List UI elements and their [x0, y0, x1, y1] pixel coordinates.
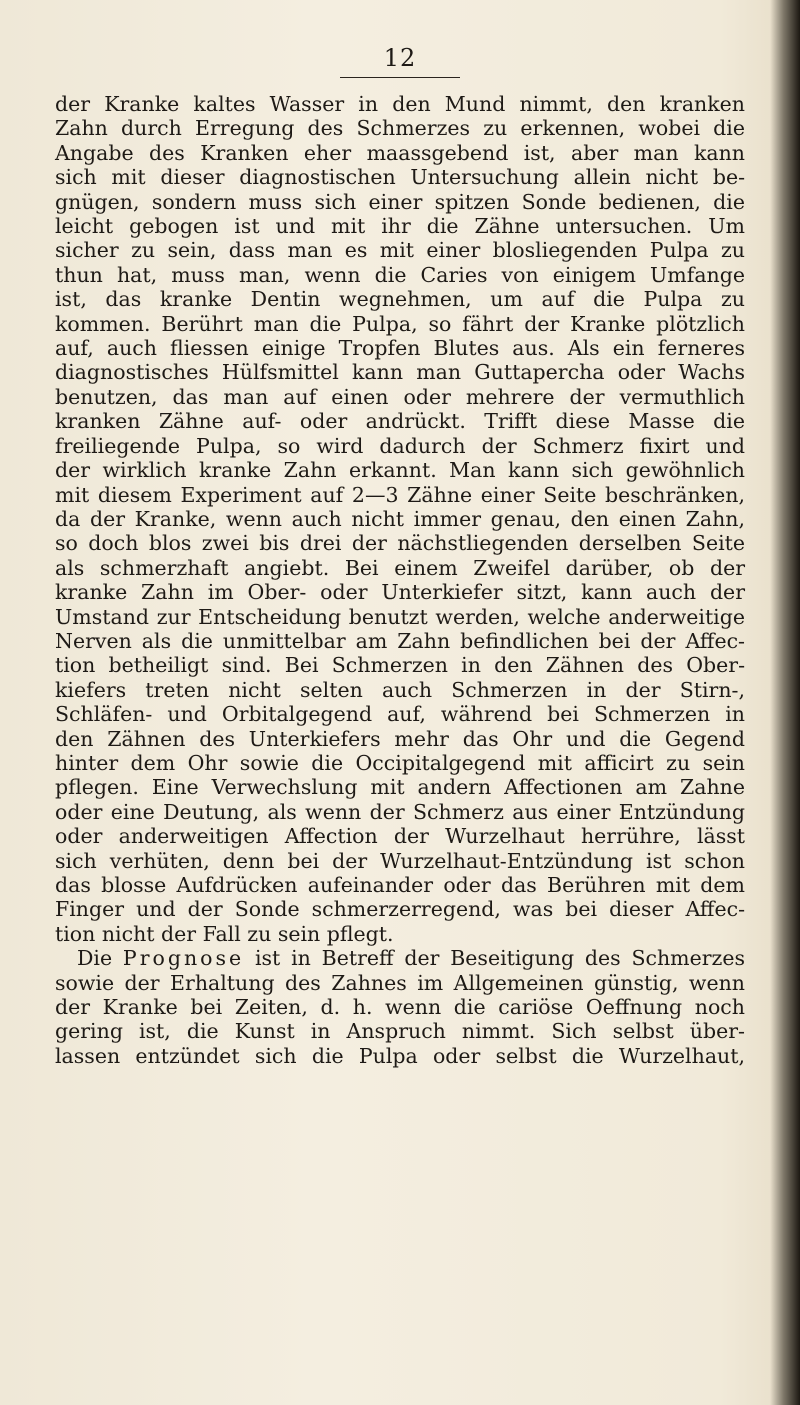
- text-line: der Kranke bei Zeiten, d. h. wenn die cariöse Oeffnung noch: [55, 995, 745, 1020]
- text-line: kommen. Berührt man die Pulpa, so fährt der Kranke plötzlich: [55, 311, 745, 336]
- text-line: sowie der Erhaltung des Zahnes im Allgemeinen günstig, wenn: [55, 970, 745, 995]
- text-line: kranken Zähne auf- oder andrückt. Trifft diese Masse die: [55, 409, 745, 434]
- page-number: 12: [383, 44, 417, 72]
- text-line: sich mit dieser diagnostischen Untersuchung allein nicht be-: [55, 165, 745, 190]
- text-line: oder eine Deutung, als wenn der Schmerz aus einer Entzündung: [55, 799, 745, 824]
- text-line: Finger und der Sonde schmerzerregend, was bei dieser Affec-: [55, 897, 745, 922]
- text-line: der wirklich kranke Zahn erkannt. Man kann sich gewöhnlich: [55, 458, 745, 483]
- text-line: tion betheiligt sind. Bei Schmerzen in den Zähnen des Ober-: [55, 653, 745, 678]
- text-line: sicher zu sein, dass man es mit einer blosliegenden Pulpa zu: [55, 238, 745, 263]
- text-line: den Zähnen des Unterkiefers mehr das Ohr und die Gegend: [55, 726, 745, 751]
- page-number-rule: [340, 77, 460, 78]
- text-line: so doch blos zwei bis drei der nächstliegenden derselben Seite: [55, 531, 745, 556]
- text-line: gnügen, sondern muss sich einer spitzen Sonde bedienen, die: [55, 189, 745, 214]
- text-line: als schmerzhaft angiebt. Bei einem Zweifel darüber, ob der: [55, 555, 745, 580]
- page-edge-shadow: [770, 0, 800, 1405]
- text-line: Schläfen- und Orbitalgegend auf, während bei Schmerzen in: [55, 702, 745, 727]
- text-line: der Kranke kaltes Wasser in den Mund nimmt, den kranken: [55, 92, 745, 116]
- text-line: auf, auch fliessen einige Tropfen Blutes aus. Als ein ferneres: [55, 336, 745, 361]
- text-line: oder anderweitigen Affection der Wurzelhaut herrühre, lässt: [55, 824, 745, 849]
- text-line: hinter dem Ohr sowie die Occipitalgegend mit afficirt zu sein: [55, 750, 745, 775]
- text-line: freiliegende Pulpa, so wird dadurch der Schmerz fixirt und: [55, 433, 745, 458]
- text-line: Nerven als die unmittelbar am Zahn befindlichen bei der Affec-: [55, 628, 745, 653]
- text-line: diagnostisches Hülfsmittel kann man Guttapercha oder Wachs: [55, 360, 745, 385]
- text-line: ist, das kranke Dentin wegnehmen, um auf die Pulpa zu: [55, 287, 745, 312]
- text-line: kiefers treten nicht selten auch Schmerzen in der Stirn-,: [55, 677, 745, 702]
- text-line: da der Kranke, wenn auch nicht immer genau, den einen Zahn,: [55, 506, 745, 531]
- paragraph-prefix: Die: [77, 946, 123, 971]
- paragraph-prognose-first-line: [55, 946, 745, 970]
- text-line: kranke Zahn im Ober- oder Unterkiefer sitzt, kann auch der: [55, 580, 745, 605]
- text-line: benutzen, das man auf einen oder mehrere der vermuthlich: [55, 384, 745, 409]
- text-line: lassen entzündet sich die Pulpa oder selbst die Wurzelhaut,: [55, 1043, 745, 1068]
- text-line: das blosse Aufdrücken aufeinander oder das Berühren mit dem: [55, 873, 745, 897]
- text-line: leicht gebogen ist und mit ihr die Zähne untersuchen. Um: [55, 214, 745, 239]
- body-text: [55, 92, 745, 1068]
- text-line: Zahn durch Erregung des Schmerzes zu erkennen, wobei die: [55, 116, 745, 141]
- text-line: Umstand zur Entscheidung benutzt werden, welche anderweitige: [55, 604, 745, 629]
- text-line: Angabe des Kranken eher maassgebend ist, aber man kann: [55, 140, 745, 165]
- text-line: mit diesem Experiment auf 2—3 Zähne einer Seite beschränken,: [55, 482, 745, 507]
- text-line: thun hat, muss man, wenn die Caries von einigem Umfange: [55, 262, 745, 287]
- text-line: sich verhüten, denn bei der Wurzelhaut-Entzündung ist schon: [55, 848, 745, 873]
- paragraph-first-line-rest: ist in Betreff der Beseitigung des Schmerzes: [244, 946, 745, 971]
- text-line: tion nicht der Fall zu sein pflegt.: [55, 921, 394, 946]
- text-line: gering ist, die Kunst in Anspruch nimmt. Sich selbst über-: [55, 1019, 745, 1044]
- text-line: pflegen. Eine Verwechslung mit andern Affectionen am Zahne: [55, 775, 745, 800]
- prognose-emphasis: Prognose: [122, 946, 245, 971]
